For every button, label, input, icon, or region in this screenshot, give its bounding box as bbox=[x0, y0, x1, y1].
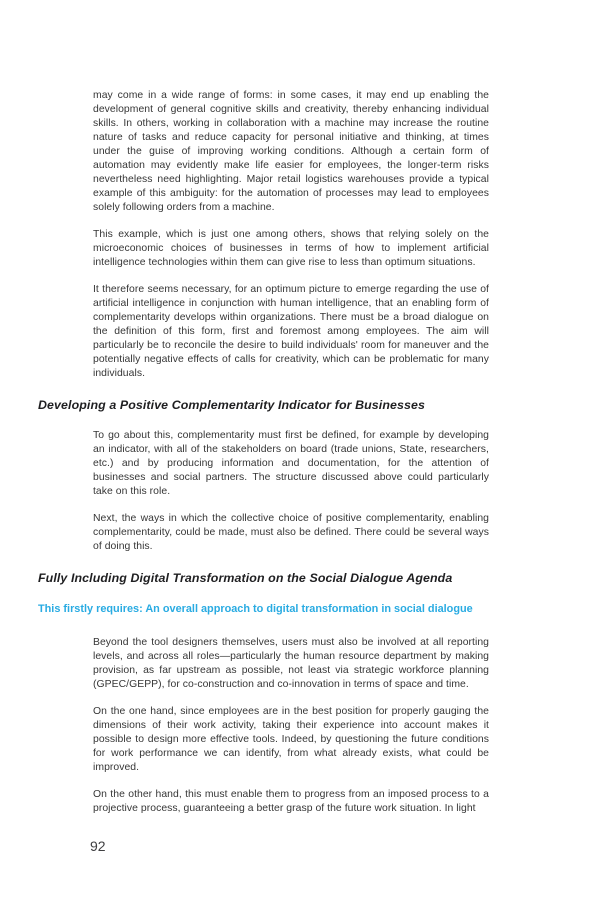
body-paragraph: On the one hand, since employees are in the best position for properly gauging the dimensions of their work activity, taking their experience into account makes it possible to design more effective tools. Indeed, by questioning the future conditions for work performance we can identify, from what already exists, what could be improved. bbox=[93, 706, 489, 773]
page-content bbox=[38, 89, 489, 829]
body-paragraph: may come in a wide range of forms: in some cases, it may end up enabling the development of general cognitive skills and creativity, thereby enhancing individual skills. In others, working in collaboration with a machine may increase the routine nature of tasks and reduce capacity for personal initiative and thinking, at times under the guise of improving working conditions. Although a certain form of automation may evidently make life easier for employees, the longer-term risks nevertheless need highlighting. Major retail logistics warehouses provide a typical example of this ambiguity: for the automation of processes may lead to employees solely following orders from a machine. bbox=[93, 90, 489, 213]
section-heading: Developing a Positive Complementarity Indicator for Businesses bbox=[38, 398, 425, 412]
page-number: 92 bbox=[90, 838, 106, 854]
body-paragraph: To go about this, complementarity must first be defined, for example by developing an indicator, with all of the stakeholders on board (trade unions, State, researchers, etc.) and by producing information and documentation, for the attention of businesses and social partners. The structure discussed above could particularly take on this role. bbox=[93, 430, 489, 497]
section-heading: Fully Including Digital Transformation on the Social Dialogue Agenda bbox=[38, 571, 453, 585]
body-paragraph: This example, which is just one among others, shows that relying solely on the microeconomic choices of businesses in terms of how to implement artificial intelligence technologies within them can give rise to less than optimum situations. bbox=[93, 229, 489, 268]
body-paragraph: Beyond the tool designers themselves, users must also be involved at all reporting levels, and across all roles—particularly the human resource department by making provision, as far upstream as possible, not least via strategic workforce planning (GPEC/GEPP), for co-construction and co-innovation in terms of space and time. bbox=[93, 637, 489, 690]
body-paragraph: It therefore seems necessary, for an optimum picture to emerge regarding the use of artificial intelligence in conjunction with human intelligence, that an enabling form of complementarity develops within organizations. There must be a broad dialogue on the definition of this form, first and foremost among employees. The aim will particularly be to reconcile the desire to build individuals' room for maneuver and the potentially negative effects of calls for creativity, which can be problematic for many individuals. bbox=[93, 284, 489, 379]
body-paragraph: On the other hand, this must enable them to progress from an imposed process to a projective process, guaranteeing a better grasp of the future work situation. In light bbox=[93, 789, 489, 814]
body-paragraph: Next, the ways in which the collective choice of positive complementarity, enabling complementarity, could be made, must also be defined. There could be several ways of doing this. bbox=[93, 513, 489, 552]
subsection-heading-cyan: This firstly requires: An overall approach to digital transformation in social dialogue bbox=[38, 603, 473, 615]
